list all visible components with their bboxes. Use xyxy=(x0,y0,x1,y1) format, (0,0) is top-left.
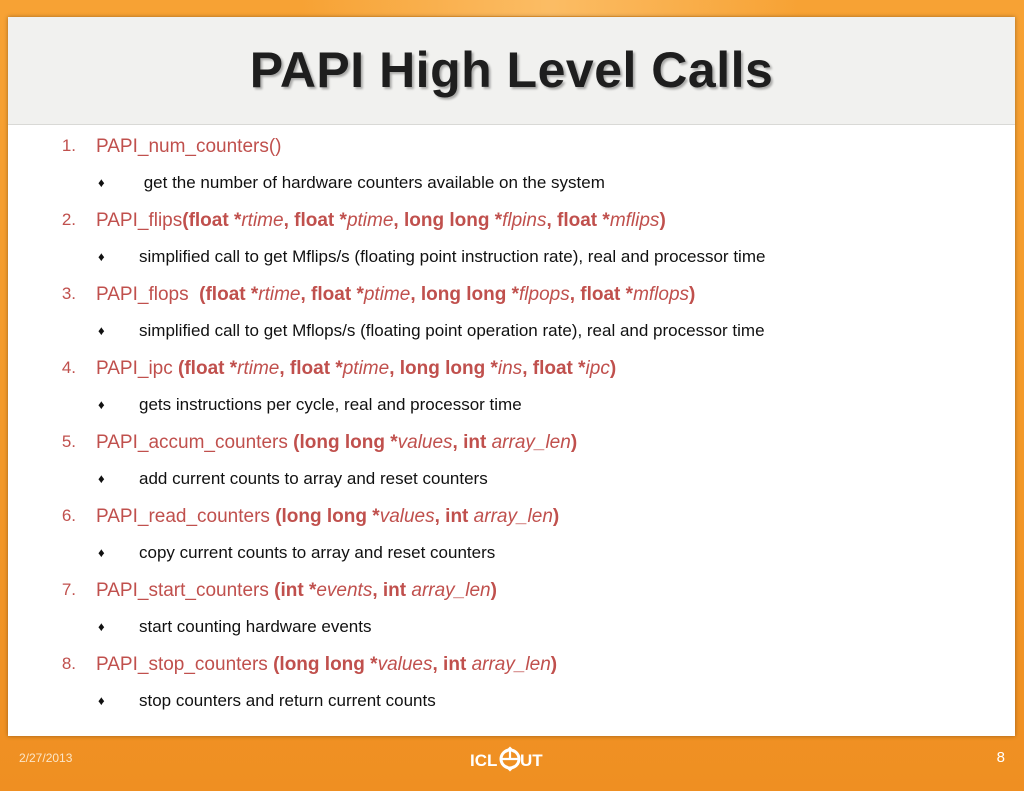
description-text: get the number of hardware counters available on the system xyxy=(139,173,605,192)
arg-param: flpops xyxy=(519,284,570,305)
diamond-bullet-icon: ♦ xyxy=(98,619,105,634)
function-signature xyxy=(96,654,557,676)
list-item xyxy=(8,654,1015,684)
description-text: simplified call to get Mflops/s (floating point operation rate), real and processor time xyxy=(139,321,765,340)
list-item-description xyxy=(8,617,1015,647)
closing-paren: ) xyxy=(609,358,617,379)
description-text: stop counters and return current counts xyxy=(139,691,436,710)
item-number: 4. xyxy=(61,358,76,377)
function-signature xyxy=(96,506,559,528)
footer-date: 2/27/2013 xyxy=(19,751,73,765)
logo-text-icl: ICL xyxy=(470,751,498,770)
arg-type: (long long * xyxy=(273,654,378,675)
function-name: PAPI_start_counters xyxy=(96,580,275,601)
list-item-description xyxy=(8,321,1015,351)
description-text: simplified call to get Mflips/s (floating point instruction rate), real and processor time xyxy=(139,247,766,266)
item-number: 1. xyxy=(61,136,76,155)
function-signature xyxy=(96,136,282,158)
arg-param: array_len xyxy=(411,580,491,601)
arg-type: (long long * xyxy=(275,506,380,527)
function-signature xyxy=(96,580,497,602)
arg-type: , long long * xyxy=(410,284,520,305)
list-item-description xyxy=(8,173,1015,203)
function-name: PAPI_stop_counters xyxy=(96,654,274,675)
item-number: 6. xyxy=(61,506,76,525)
arg-param: mflops xyxy=(633,284,690,305)
closing-paren: ) xyxy=(659,210,666,231)
list-item xyxy=(8,432,1015,462)
arg-type: , float * xyxy=(279,358,343,379)
arg-type: , long long * xyxy=(389,358,498,379)
icl-ut-logo xyxy=(468,744,552,774)
arg-param: ipc xyxy=(585,358,610,379)
slide-number: 8 xyxy=(996,749,1005,766)
function-name: PAPI_read_counters xyxy=(96,506,276,527)
list-item-description xyxy=(8,247,1015,277)
list-item xyxy=(8,210,1015,240)
item-number: 8. xyxy=(61,654,76,673)
closing-paren: ) xyxy=(570,432,578,453)
arg-type: , long long * xyxy=(393,210,503,231)
arg-param: ins xyxy=(497,358,523,379)
slide-title: PAPI High Level Calls xyxy=(249,42,774,98)
arg-param: values xyxy=(379,506,435,527)
description-text: start counting hardware events xyxy=(139,617,372,636)
list-item-description xyxy=(8,543,1015,573)
description-text: gets instructions per cycle, real and processor time xyxy=(139,395,522,414)
arg-type: (float * xyxy=(178,358,238,379)
list-item xyxy=(8,506,1015,536)
arg-param: rtime xyxy=(258,284,301,305)
title-bar xyxy=(8,17,1015,125)
function-signature xyxy=(96,284,695,306)
arg-param: values xyxy=(397,432,453,453)
arg-type: (float * xyxy=(182,210,242,231)
arg-type: , float * xyxy=(546,210,610,231)
arg-param: rtime xyxy=(237,358,280,379)
function-signature xyxy=(96,210,666,232)
arg-type: , int xyxy=(434,506,474,527)
function-signature xyxy=(96,432,577,454)
diamond-bullet-icon: ♦ xyxy=(98,249,105,264)
arg-type: , float * xyxy=(569,284,634,305)
arg-param: ptime xyxy=(342,358,390,379)
list-item-description xyxy=(8,469,1015,499)
closing-paren: ) xyxy=(490,580,497,601)
arg-type: , int xyxy=(452,432,492,453)
list-item xyxy=(8,358,1015,388)
list-item-description xyxy=(8,395,1015,425)
arg-param: values xyxy=(377,654,433,675)
arg-param: ptime xyxy=(346,210,394,231)
arg-param: array_len xyxy=(471,654,551,675)
item-number: 7. xyxy=(61,580,76,599)
list-item xyxy=(8,580,1015,610)
arg-type: (long long * xyxy=(293,432,398,453)
function-name: PAPI_ipc xyxy=(96,358,179,379)
arg-param: array_len xyxy=(491,432,571,453)
diamond-bullet-icon: ♦ xyxy=(98,397,105,412)
arg-type: , float * xyxy=(522,358,586,379)
function-name: PAPI_flips xyxy=(96,210,183,231)
diamond-bullet-icon: ♦ xyxy=(98,545,105,560)
item-number: 2. xyxy=(61,210,76,229)
arg-type: (float * xyxy=(199,284,259,305)
arg-type: , float * xyxy=(300,284,364,305)
arg-type: , int xyxy=(372,580,412,601)
closing-paren: ) xyxy=(552,506,560,527)
slide-canvas xyxy=(8,17,1015,736)
diamond-bullet-icon: ♦ xyxy=(98,693,105,708)
arg-param: ptime xyxy=(363,284,411,305)
function-name: PAPI_flops xyxy=(96,284,200,305)
arg-type: (int * xyxy=(274,580,317,601)
list-item xyxy=(8,284,1015,314)
diamond-bullet-icon: ♦ xyxy=(98,175,105,190)
arg-param: mflips xyxy=(609,210,660,231)
arg-type: , int xyxy=(432,654,472,675)
diamond-bullet-icon: ♦ xyxy=(98,471,105,486)
arg-param: flpins xyxy=(502,210,547,231)
diamond-bullet-icon: ♦ xyxy=(98,323,105,338)
function-signature xyxy=(96,358,616,380)
function-name: PAPI_num_counters() xyxy=(96,136,282,157)
description-text: add current counts to array and reset counters xyxy=(139,469,488,488)
function-name: PAPI_accum_counters xyxy=(96,432,294,453)
closing-paren: ) xyxy=(689,284,696,305)
background-highlight xyxy=(300,0,800,16)
logo-text-ut: UT xyxy=(520,751,543,770)
arg-param: rtime xyxy=(241,210,284,231)
list-item xyxy=(8,136,1015,166)
item-number: 5. xyxy=(61,432,76,451)
arg-param: events xyxy=(316,580,373,601)
arg-param: array_len xyxy=(473,506,553,527)
closing-paren: ) xyxy=(550,654,558,675)
description-text: copy current counts to array and reset counters xyxy=(139,543,496,562)
list-item-description xyxy=(8,691,1015,721)
item-number: 3. xyxy=(61,284,76,303)
arg-type: , float * xyxy=(283,210,347,231)
